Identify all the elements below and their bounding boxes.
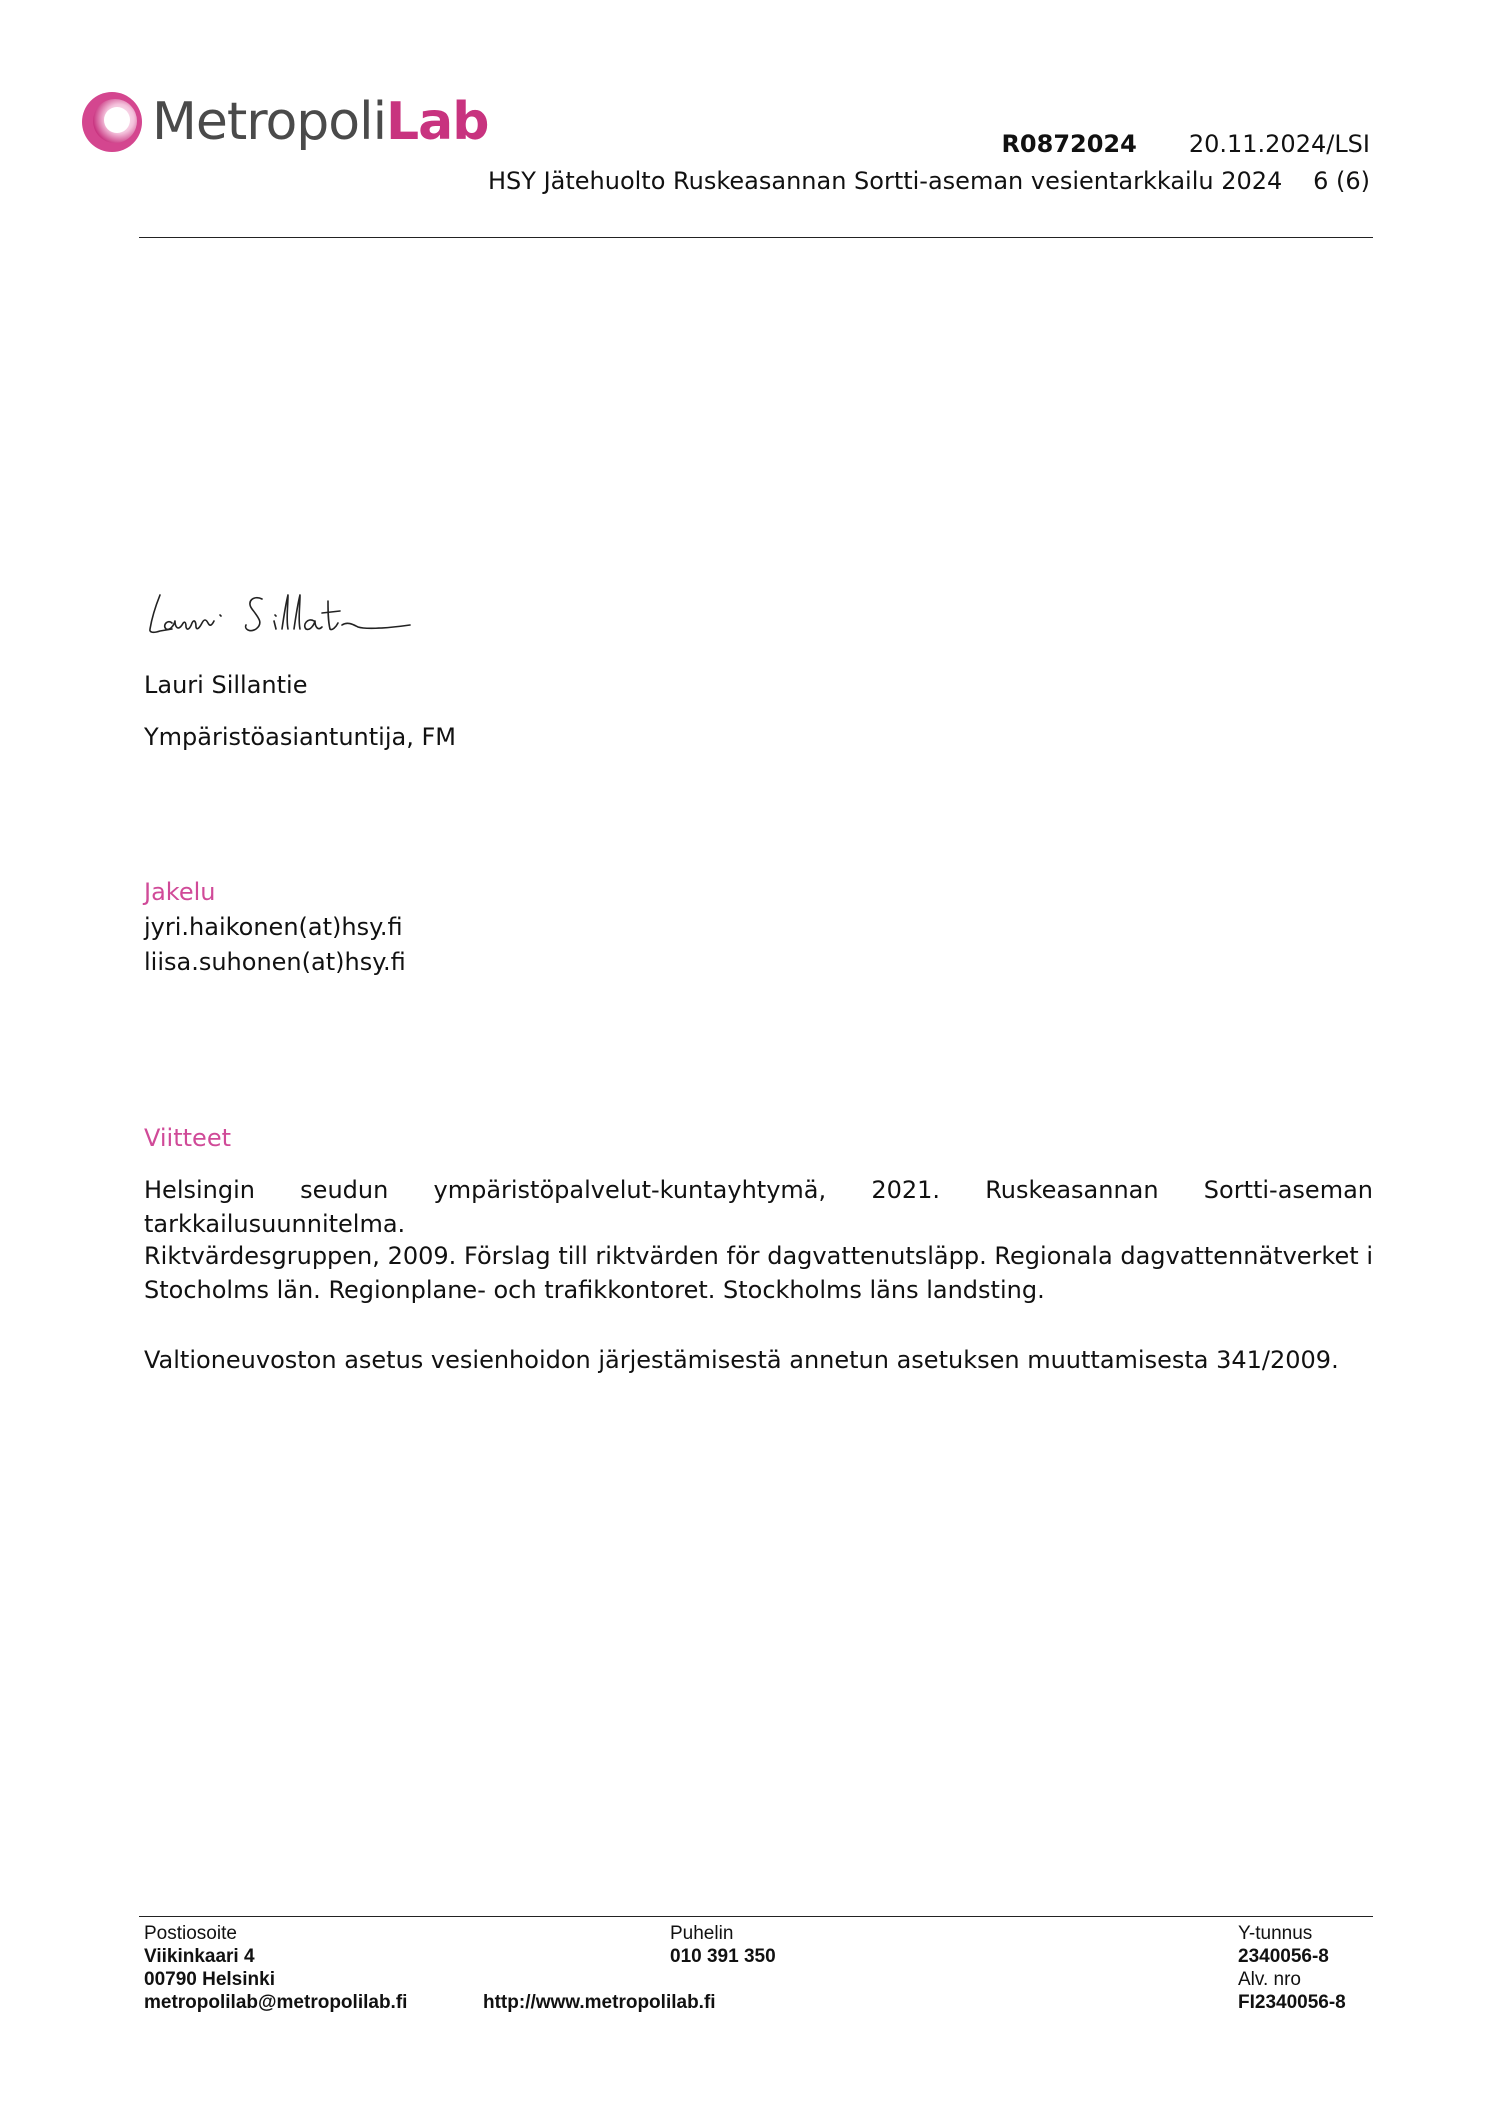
distribution-heading: Jakelu xyxy=(144,878,216,906)
footer-vat-label: Alv. nro xyxy=(1238,1969,1302,1990)
logo-text-part2: Lab xyxy=(386,92,489,152)
footer-phone xyxy=(670,1922,776,1968)
footer-business-id-label: Y-tunnus xyxy=(1238,1923,1313,1944)
document-title: HSY Jätehuolto Ruskeasannan Sortti-aseman vesientarkkailu 2024 xyxy=(488,167,1283,195)
logo-wordmark xyxy=(152,92,489,152)
footer-email: metropolilab@metropolilab.fi xyxy=(144,1992,408,2013)
footer-business-id: 2340056-8 xyxy=(1238,1946,1329,1967)
distribution-recipient: liisa.suhonen(at)hsy.fi xyxy=(144,948,406,976)
reference-item: Riktvärdesgruppen, 2009. Förslag till riktvärden för dagvattenutsläpp. Regionala dagvattennätverket i Stocholms län. Regionplane- och trafikkontoret. Stockholms läns landsting. xyxy=(144,1242,1373,1304)
footer-phone-label: Puhelin xyxy=(670,1923,734,1944)
reference-item: Helsingin seudun ympäristöpalvelut-kuntayhtymä, 2021. Ruskeasannan Sortti-aseman tarkkailusuunnitelma. xyxy=(144,1176,1373,1238)
references-heading: Viitteet xyxy=(144,1124,231,1152)
signer-title: Ympäristöasiantuntija, FM xyxy=(144,723,456,751)
logo-ring-icon xyxy=(80,90,144,154)
footer-website-url: http://www.metropolilab.fi xyxy=(483,1992,716,2013)
footer-postal-city: 00790 Helsinki xyxy=(144,1969,275,1990)
reference-item: Valtioneuvoston asetus vesienhoidon järjestämisestä annetun asetuksen muuttamisesta 341/2009. xyxy=(144,1346,1339,1374)
header-title-row xyxy=(488,167,1370,195)
company-logo xyxy=(80,86,488,158)
footer-vat: FI2340056-8 xyxy=(1238,1992,1346,2013)
logo-text-part1: Metropoli xyxy=(152,92,387,152)
page-indicator: 6 (6) xyxy=(1313,167,1370,195)
footer-street: Viikinkaari 4 xyxy=(144,1946,255,1967)
handwritten-signature xyxy=(142,585,432,640)
footer-business-ids xyxy=(1238,1922,1346,2014)
footer-website xyxy=(483,1991,716,2014)
footer-phone-number: 010 391 350 xyxy=(670,1946,776,1967)
header-meta-row xyxy=(1001,130,1370,158)
distribution-recipient: jyri.haikonen(at)hsy.fi xyxy=(144,913,403,941)
document-date-signature: 20.11.2024/LSI xyxy=(1188,130,1370,158)
footer-address-label: Postiosoite xyxy=(144,1923,237,1944)
footer-address xyxy=(144,1922,407,2014)
footer-divider xyxy=(139,1916,1373,1917)
header-divider xyxy=(139,237,1373,238)
signer-name: Lauri Sillantie xyxy=(144,671,308,699)
document-id: R0872024 xyxy=(1001,130,1137,158)
distribution-list xyxy=(144,910,406,980)
